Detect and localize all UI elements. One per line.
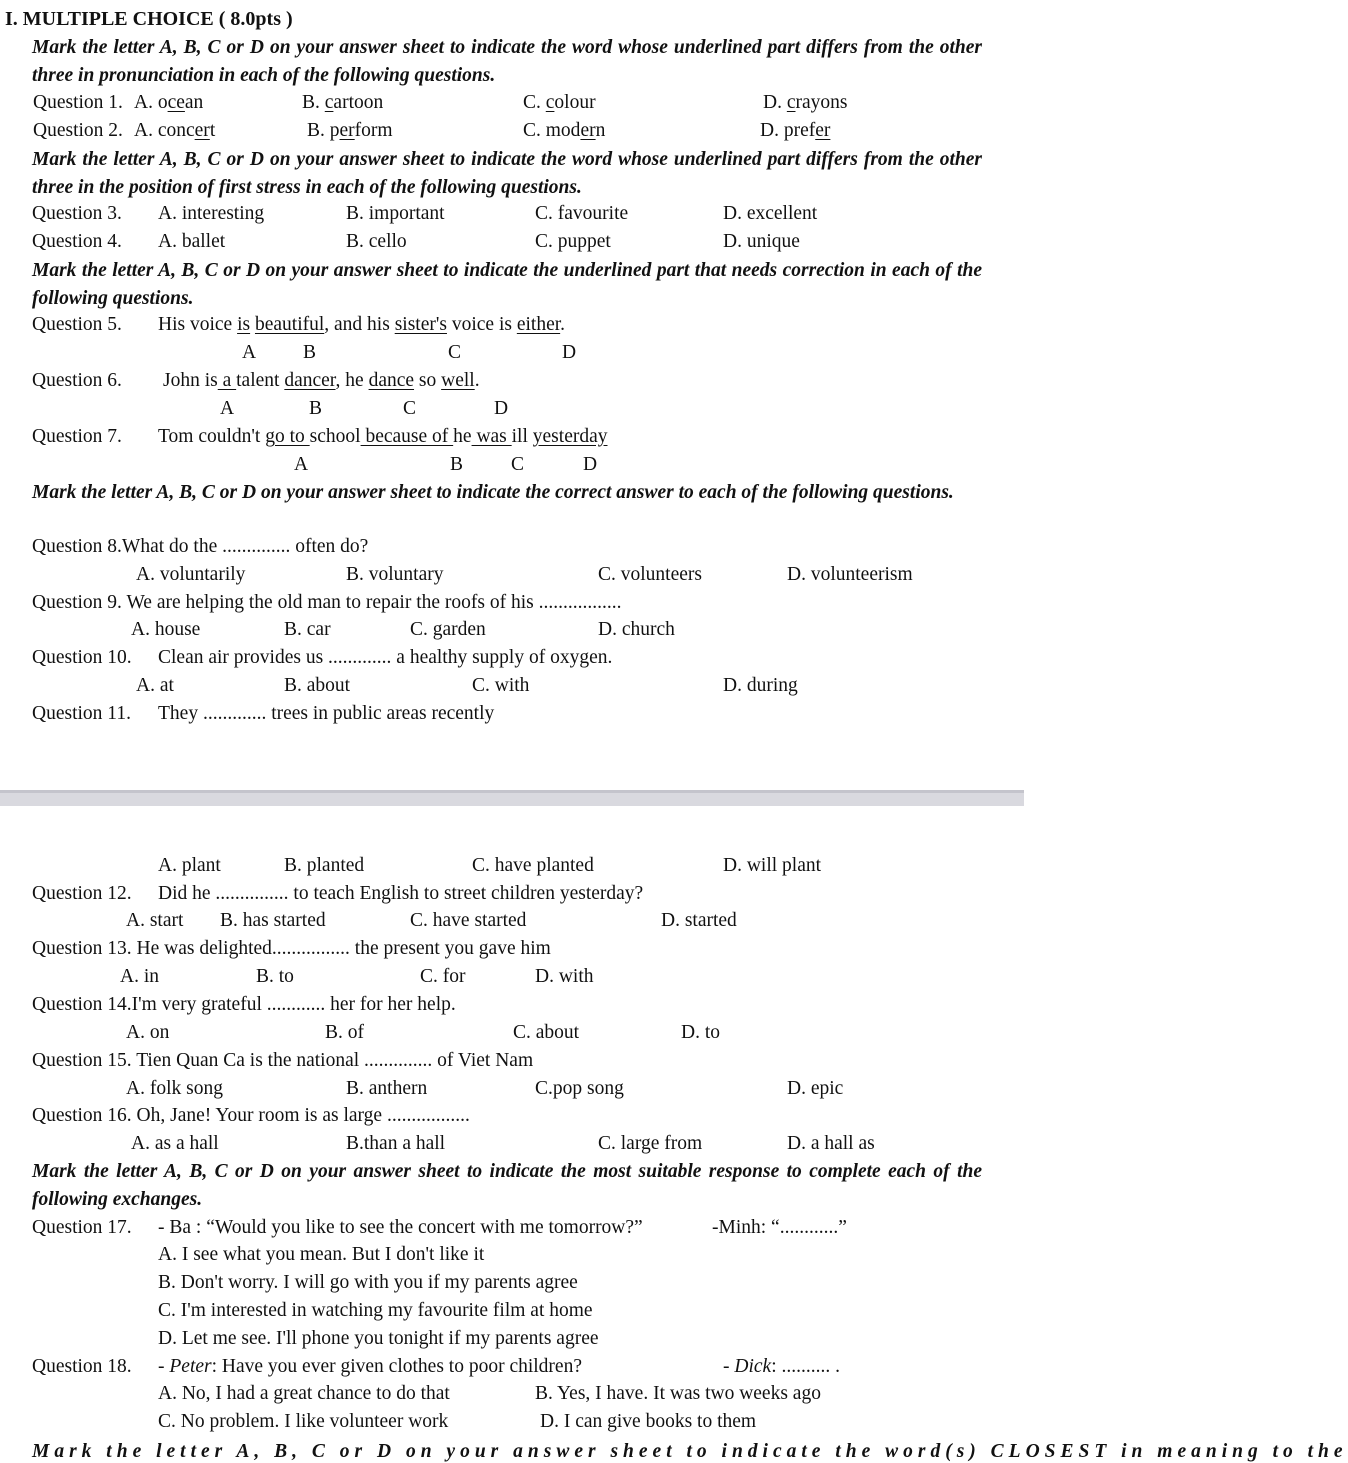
question-18-option-d: D. I can give books to them [540,1411,757,1432]
question-8: Question 8.What do the .............. often do? [32,536,369,557]
question-17-label: Question 17. [32,1217,132,1238]
question-6-label: Question 6. [32,370,122,391]
question-9-option-d: D. church [598,619,675,640]
question-18-option-a: A. No, I had a great chance to do that [158,1383,450,1404]
section-title: I. MULTIPLE CHOICE ( 8.0pts ) [5,8,293,30]
question-14-option-d: D. to [681,1022,720,1043]
question-10-option-c: C. with [472,675,530,696]
question-11-label: Question 11. [32,703,131,724]
question-7-sentence: Tom couldn't go to school because of he was ill yesterday [158,426,608,447]
question-4-option-d: D. unique [723,231,800,252]
question-17-prompt: - Ba : “Would you like to see the concert with me tomorrow?” [158,1217,643,1238]
cutoff-instruction: Mark the letter A, B, C or D on your answer sheet to indicate the word(s) CLOSEST in meaning to the [32,1441,1348,1462]
question-7-marker-b: B [450,454,464,475]
question-2-option-b: B. perform [307,120,393,141]
question-6-sentence: John is a talent dancer, he dance so well. [163,370,480,391]
question-10-option-a: A. at [136,675,174,696]
question-11-option-c: C. have planted [472,855,594,876]
question-1-option-b: B. cartoon [302,92,384,113]
page-separator [0,790,1024,806]
question-4-option-b: B. cello [346,231,407,252]
question-2-label: Question 2. [33,120,123,141]
question-6-marker-b: B [309,398,323,419]
question-9-option-c: C. garden [410,619,486,640]
question-9-option-b: B. car [284,619,331,640]
question-1-option-c: C. colour [523,92,596,113]
question-16-option-c: C. large from [598,1133,703,1154]
question-5-marker-d: D [562,342,577,363]
question-16-option-d: D. a hall as [787,1133,875,1154]
question-1-option-d: D. crayons [763,92,848,113]
question-12-option-b: B. has started [220,910,326,931]
question-5-label: Question 5. [32,314,122,335]
question-10-option-b: B. about [284,675,351,696]
question-6-marker-a: A [220,398,235,419]
question-2-option-a: A. concert [134,120,216,141]
question-1-label: Question 1. [33,92,123,113]
question-4-option-a: A. ballet [158,231,226,252]
question-11-option-d: D. will plant [723,855,822,876]
instruction-correction: Mark the letter A, B, C or D on your answer sheet to indicate the underlined part that needs correction in each of the following questions. [32,260,982,309]
question-10-option-d: D. during [723,675,798,696]
question-14-option-a: A. on [126,1022,170,1043]
question-13-option-a: A. in [120,966,159,987]
question-4-label: Question 4. [32,231,122,252]
worksheet-page-1 [0,0,1024,790]
question-12-option-d: D. started [661,910,737,931]
question-15-option-a: A. folk song [126,1078,223,1099]
question-3-option-a: A. interesting [158,203,265,224]
question-13-option-d: D. with [535,966,594,987]
question-8-option-d: D. volunteerism [787,564,913,585]
question-6-marker-c: C [403,398,417,419]
question-12-stem: Did he ............... to teach English to street children yesterday? [158,883,644,904]
question-18-option-c: C. No problem. I like volunteer work [158,1411,449,1432]
question-18-prompt: - Peter: Have you ever given clothes to poor children? [158,1356,582,1377]
question-2-option-d: D. prefer [760,120,831,141]
instruction-correct-answer: Mark the letter A, B, C or D on your answer sheet to indicate the correct answer to each of the following questions. [32,482,954,503]
question-12-option-c: C. have started [410,910,527,931]
question-18-reply: - Dick: .......... . [723,1356,840,1377]
question-3-option-c: C. favourite [535,203,629,224]
question-5-marker-b: B [303,342,317,363]
question-11-option-a: A. plant [158,855,221,876]
question-8-option-b: B. voluntary [346,564,444,585]
question-15-option-b: B. anthern [346,1078,428,1099]
question-12-label: Question 12. [32,883,132,904]
instruction-stress: Mark the letter A, B, C or D on your answer sheet to indicate the word whose underlined part differs from the other three in the position of first stress in each of the following questions. [32,149,982,198]
question-6-marker-d: D [494,398,509,419]
question-7-marker-c: C [511,454,525,475]
question-14: Question 14.I'm very grateful ............ her for her help. [32,994,456,1015]
question-17-option-b: B. Don't worry. I will go with you if my parents agree [158,1272,578,1293]
instruction-response: Mark the letter A, B, C or D on your answer sheet to indicate the most suitable response to complete each of the following exchanges. [32,1161,982,1210]
question-3-option-d: D. excellent [723,203,818,224]
question-12-option-a: A. start [126,910,184,931]
question-7-marker-d: D [583,454,598,475]
question-9: Question 9. We are helping the old man to repair the roofs of his ................. [32,592,622,613]
question-17-option-a: A. I see what you mean. But I don't like it [158,1244,485,1265]
question-15-option-c: C.pop song [535,1078,624,1099]
question-9-option-a: A. house [131,619,201,640]
question-5-marker-a: A [242,342,257,363]
question-14-option-c: C. about [513,1022,580,1043]
question-15: Question 15. Tien Quan Ca is the national .............. of Viet Nam [32,1050,534,1071]
question-3-option-b: B. important [346,203,445,224]
question-2-option-c: C. modern [523,120,606,141]
question-10-stem: Clean air provides us ............. a healthy supply of oxygen. [158,647,613,668]
worksheet-page-2 [0,806,1348,1462]
question-18-label: Question 18. [32,1356,132,1377]
question-13-option-c: C. for [420,966,466,987]
question-13-option-b: B. to [256,966,294,987]
question-16-option-a: A. as a hall [131,1133,219,1154]
question-4-option-c: C. puppet [535,231,611,252]
question-1-option-a: A. ocean [134,92,204,113]
question-17-option-c: C. I'm interested in watching my favourite film at home [158,1300,593,1321]
question-5-marker-c: C [448,342,462,363]
question-3-label: Question 3. [32,203,122,224]
question-16: Question 16. Oh, Jane! Your room is as large ................. [32,1105,470,1126]
question-18-option-b: B. Yes, I have. It was two weeks ago [535,1383,821,1404]
question-17-option-d: D. Let me see. I'll phone you tonight if my parents agree [158,1328,599,1349]
question-10-label: Question 10. [32,647,132,668]
question-11-option-b: B. planted [284,855,365,876]
question-8-option-c: C. volunteers [598,564,702,585]
question-5-sentence: His voice is beautiful, and his sister's voice is either. [158,314,566,335]
question-11-stem: They ............. trees in public areas recently [158,703,495,724]
question-16-option-b: B.than a hall [346,1133,446,1154]
question-8-option-a: A. voluntarily [136,564,246,585]
question-14-option-b: B. of [325,1022,364,1043]
question-7-marker-a: A [294,454,309,475]
question-7-label: Question 7. [32,426,122,447]
question-13: Question 13. He was delighted................ the present you gave him [32,938,551,959]
question-17-reply: -Minh: “............” [712,1217,847,1238]
question-15-option-d: D. epic [787,1078,844,1099]
instruction-pronunciation: Mark the letter A, B, C or D on your answer sheet to indicate the word whose underlined part differs from the other three in pronunciation in each of the following questions. [32,37,982,86]
